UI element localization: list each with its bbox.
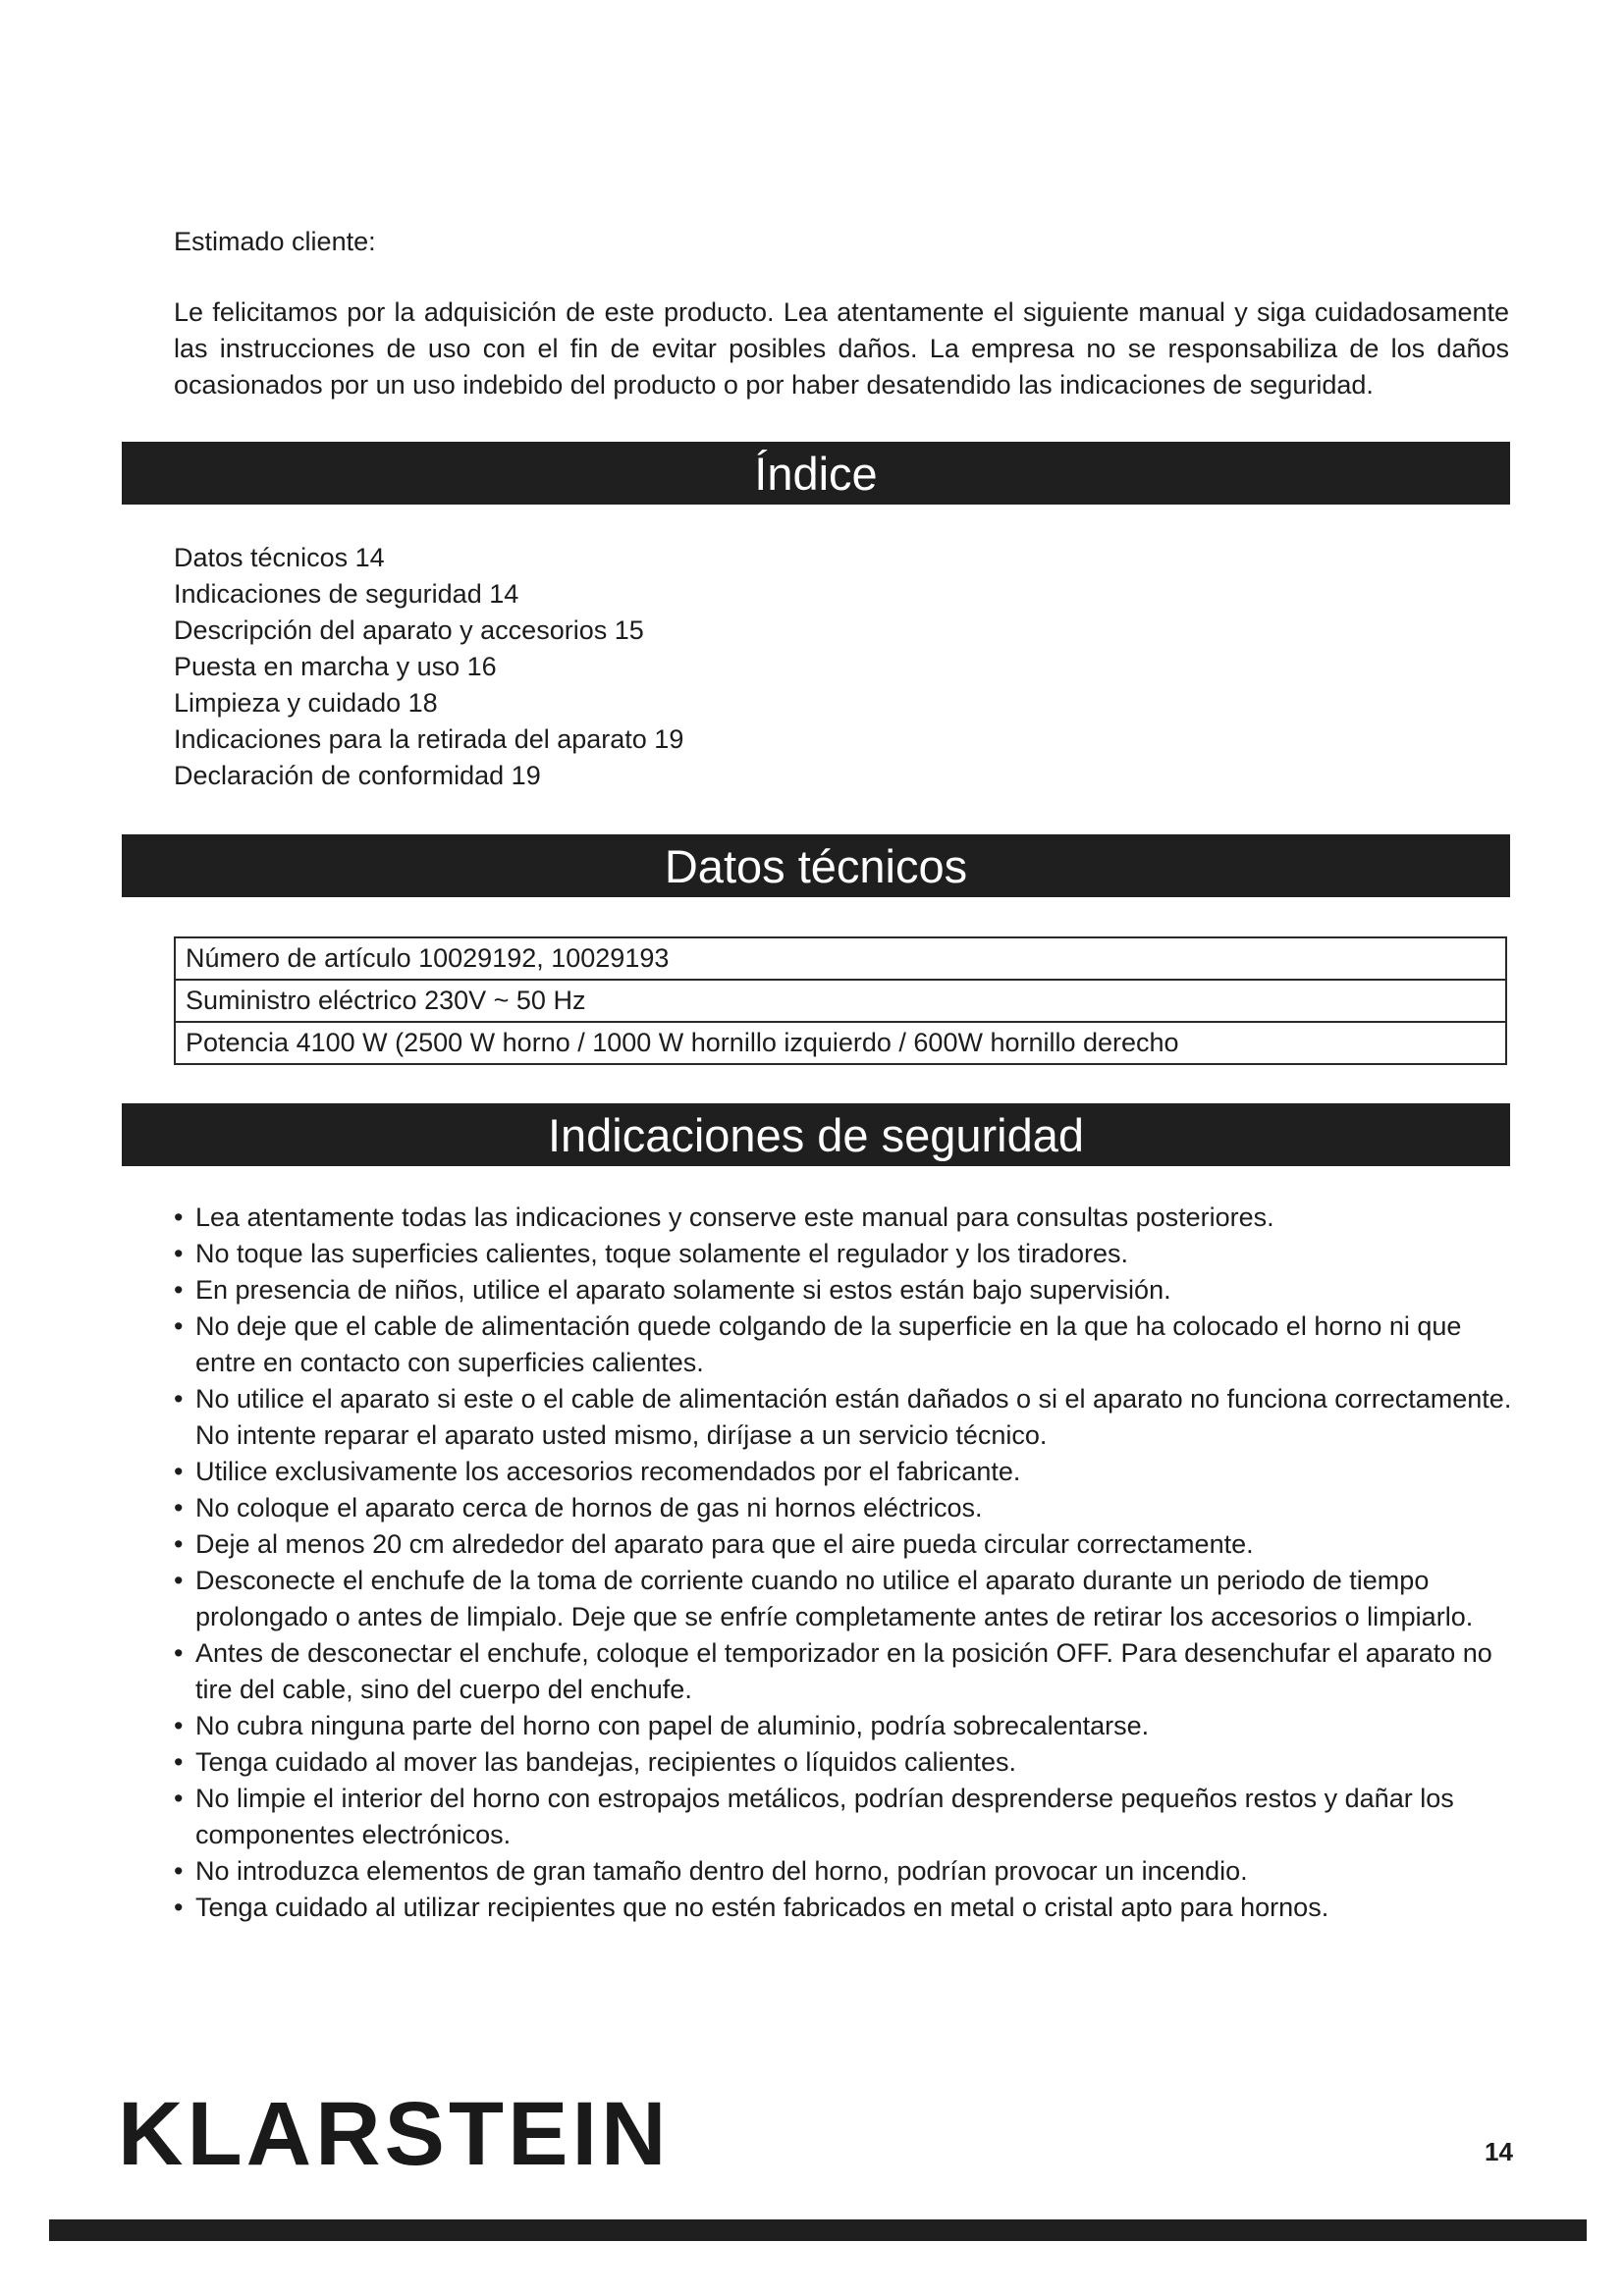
specs-table <box>174 936 1507 1065</box>
bullet-icon: • <box>174 1711 184 1740</box>
specs-table-wrapper <box>174 936 1507 1069</box>
list-item: • No introduzca elementos de gran tamaño dentro del horno, podrían provocar un incendio. <box>174 1853 1521 1890</box>
table-of-contents <box>174 540 683 794</box>
section-header-index <box>122 442 1510 505</box>
toc-item: Limpieza y cuidado 18 <box>174 688 438 718</box>
bullet-icon: • <box>174 1529 184 1559</box>
bullet-icon: • <box>174 1311 184 1341</box>
section-header-safety <box>122 1103 1510 1166</box>
toc-item: Datos técnicos 14 <box>174 543 385 572</box>
section-title-index: Índice <box>754 447 878 500</box>
brand-logo: KLARSTEIN <box>118 2084 671 2184</box>
list-item: • No coloque el aparato cerca de hornos de gas ni hornos eléctricos. <box>174 1490 1521 1526</box>
toc-item: Puesta en marcha y uso 16 <box>174 652 497 681</box>
list-item: • En presencia de niños, utilice el aparato solamente si estos están bajo supervisión. <box>174 1272 1521 1308</box>
toc-item: Declaración de conformidad 19 <box>174 761 541 790</box>
bullet-icon: • <box>174 1493 184 1522</box>
list-item: • No cubra ninguna parte del horno con papel de aluminio, podría sobrecalentarse. <box>174 1708 1521 1744</box>
bullet-icon: • <box>174 1239 184 1268</box>
footer-bar <box>49 2219 1587 2241</box>
bullet-icon: • <box>174 1638 184 1668</box>
list-item: • Desconecte el enchufe de la toma de corriente cuando no utilice el aparato durante un periodo de tiempo prolongado o antes de limpialo. Deje que se enfríe completamente antes de retirar los accesorios o limpiarlo. <box>174 1563 1521 1635</box>
list-item: • No utilice el aparato si este o el cable de alimentación están dañados o si el aparato no funciona correctamente. No intente reparar el aparato usted mismo, diríjase a un servicio técnico. <box>174 1381 1521 1454</box>
bullet-icon: • <box>174 1202 184 1232</box>
intro-text: Le felicitamos por la adquisición de este producto. Lea atentamente el siguiente manual y siga cuidadosamente las instrucciones de uso con el fin de evitar posibles daños. La empresa no se responsabiliza de los daños ocasionados por un uso indebido del producto o por haber desatendido las indicaciones de seguridad. <box>174 297 1509 400</box>
bullet-icon: • <box>174 1856 184 1886</box>
toc-item: Indicaciones de seguridad 14 <box>174 579 519 609</box>
table-row <box>175 1022 1506 1064</box>
list-item: • Utilice exclusivamente los accesorios recomendados por el fabricante. <box>174 1454 1521 1490</box>
greeting: Estimado cliente: <box>174 227 376 256</box>
list-item: • No toque las superficies calientes, toque solamente el regulador y los tiradores. <box>174 1236 1521 1272</box>
section-title-safety: Indicaciones de seguridad <box>547 1108 1085 1161</box>
table-row <box>175 980 1506 1022</box>
list-item: • Antes de desconectar el enchufe, coloque el temporizador en la posición OFF. Para desenchufar el aparato no tire del cable, sino del cuerpo del enchufe. <box>174 1635 1521 1708</box>
bullet-icon: • <box>174 1566 184 1595</box>
list-item: • Deje al menos 20 cm alrededor del aparato para que el aire pueda circular correctamente. <box>174 1526 1521 1563</box>
list-item: • Lea atentamente todas las indicaciones y conserve este manual para consultas posteriores. <box>174 1200 1521 1236</box>
safety-list <box>174 1200 1521 1926</box>
bullet-icon: • <box>174 1275 184 1305</box>
toc-item: Descripción del aparato y accesorios 15 <box>174 615 644 645</box>
table-row <box>175 937 1506 980</box>
spec-cell: Potencia 4100 W (2500 W horno / 1000 W hornillo izquierdo / 600W hornillo derecho <box>175 1022 1506 1064</box>
bullet-icon: • <box>174 1893 184 1922</box>
list-item: • No deje que el cable de alimentación quede colgando de la superficie en la que ha colocado el horno ni que entre en contacto con superficies calientes. <box>174 1308 1521 1381</box>
page-number: 14 <box>1485 2137 1513 2166</box>
intro-paragraph <box>174 294 1509 403</box>
spec-cell: Suministro eléctrico 230V ~ 50 Hz <box>175 980 1506 1022</box>
list-item: • Tenga cuidado al mover las bandejas, recipientes o líquidos calientes. <box>174 1744 1521 1781</box>
bullet-icon: • <box>174 1747 184 1777</box>
section-title-specs: Datos técnicos <box>664 839 968 892</box>
bullet-icon: • <box>174 1384 184 1414</box>
toc-item: Indicaciones para la retirada del aparato 19 <box>174 724 684 754</box>
bullet-icon: • <box>174 1457 184 1486</box>
list-item: • No limpie el interior del horno con estropajos metálicos, podrían desprenderse pequeños restos y dañar los componentes electrónicos. <box>174 1781 1521 1853</box>
spec-cell: Número de artículo 10029192, 10029193 <box>175 937 1506 980</box>
list-item: • Tenga cuidado al utilizar recipientes que no estén fabricados en metal o cristal apto para hornos. <box>174 1890 1521 1926</box>
bullet-icon: • <box>174 1784 184 1813</box>
section-header-specs <box>122 834 1510 897</box>
